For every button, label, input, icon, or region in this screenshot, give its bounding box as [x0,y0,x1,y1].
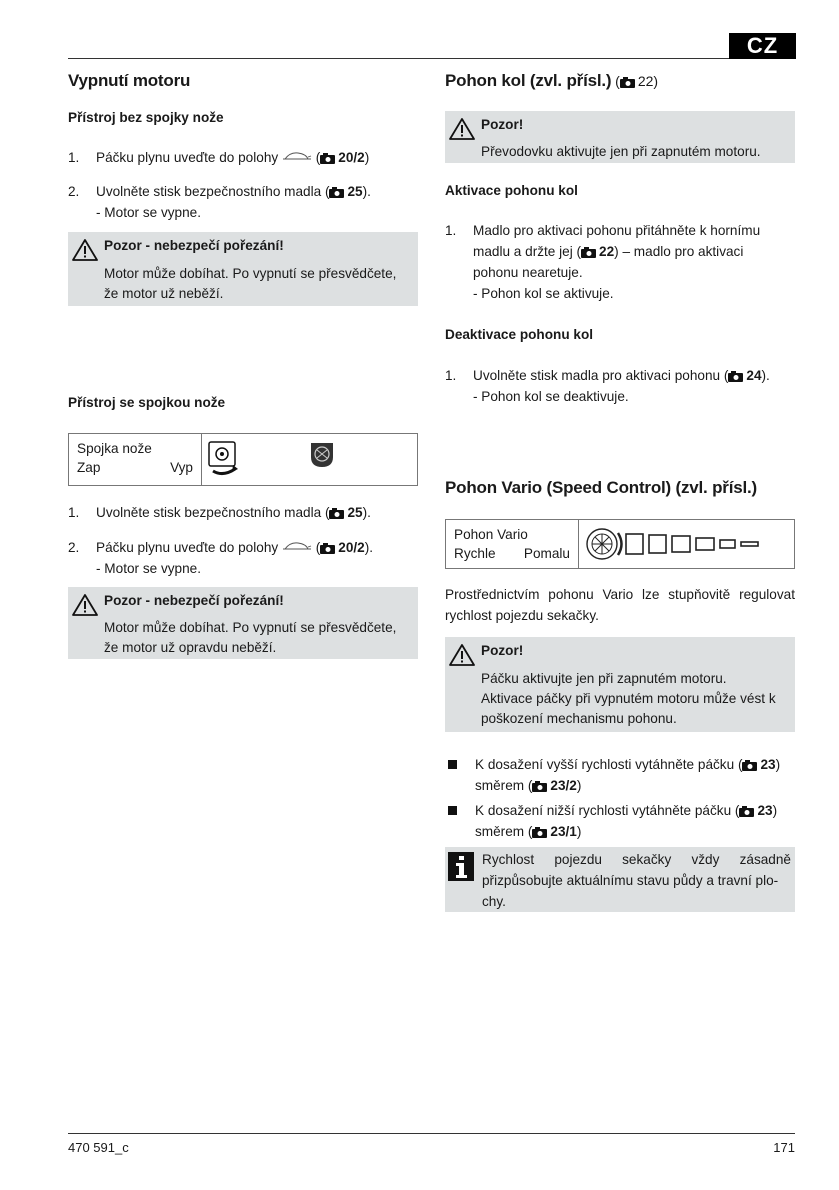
info-icon [448,852,476,882]
header-rule [68,58,729,59]
list-number: 1. [68,150,80,165]
camera-icon [620,77,635,88]
camera-icon [532,781,547,792]
section-title-text: Pohon kol (zvl. přísl.) [445,71,612,90]
vario-table [445,519,795,569]
warning-line: že motor už neběží. [104,286,224,301]
warning-title: Pozor! [481,643,524,658]
list-text: směrem ( [475,824,533,839]
camera-icon [581,247,596,258]
list-result: - Motor se vypne. [96,561,202,576]
figure-ref: 25 [347,184,363,199]
table-label-off: Vyp [170,460,193,475]
list-number: 1. [68,505,80,520]
vario-paragraph [445,584,795,626]
camera-icon [532,827,547,838]
list-number: 1. [445,223,457,238]
list-text: Páčku plynu uveďte do polohy [96,540,279,555]
info-line: chy. [482,894,506,909]
bullet-square-icon [448,806,457,815]
list-text: ). [362,184,371,199]
list-number: 1. [445,368,457,383]
table-label-on: Zap [77,460,101,475]
camera-icon [728,371,743,382]
table-label: Spojka nože [77,441,152,456]
list-text: ). [761,368,770,383]
list-text: pohonu nearetuje. [473,265,583,280]
right-subtitle-deactivate: Deaktivace pohonu kol [445,327,594,342]
warning-text: Převodovku aktivujte jen při zapnutém motoru. [481,144,761,159]
clutch-on-icon [207,441,241,477]
left-section-title: Vypnutí motoru [68,71,191,90]
table-label-cell [446,520,579,568]
list-text: K dosažení vyšší rychlosti vytáhněte páčku ( [475,757,743,772]
list-item [445,365,795,407]
list-result: - Motor se vypne. [96,205,202,220]
list-text: Páčku plynu uveďte do polohy [96,150,279,165]
list-item [445,220,795,304]
info-line: Rychlost pojezdu sekačky vždy zásadně [482,852,791,867]
list-item [68,181,418,223]
figure-ref: 24 [746,368,762,383]
list-item [448,800,795,842]
info-line: přizpůsobujte aktuálnímu stavu půdy a travní plo- [482,873,779,888]
right-subtitle-activate: Aktivace pohonu kol [445,183,578,198]
list-text: ) [576,824,582,839]
list-text: ) [772,803,778,818]
list-result: - Pohon kol se deaktivuje. [473,389,629,404]
warning-box [68,232,418,306]
figure-ref: 25 [347,505,363,520]
warning-icon [449,117,475,141]
camera-icon [329,508,344,519]
list-item: 2. Páčku plynu uveďte do polohy ( 20/2). - Motor se vypne. [68,537,418,579]
list-number: 2. [68,184,80,199]
list-text: K dosažení nižší rychlosti vytáhněte páčku ( [475,803,740,818]
list-text: ) – madlo pro aktivaci [614,244,744,259]
list-item [448,754,795,796]
speed-scale-icon [585,525,785,565]
warning-title: Pozor - nebezpečí pořezání! [104,238,284,253]
table-label-cell [69,434,202,485]
list-text: směrem ( [475,778,533,793]
table-label-fast: Rychle [454,546,496,561]
warning-line: že motor už opravdu neběží. [104,640,277,655]
list-text: Madlo pro aktivaci pohonu přitáhněte k hornímu [473,223,761,238]
table-icon-cell [202,434,417,485]
warning-line: Aktivace páčky při vypnutém motoru může vést k [481,691,776,706]
footer-rule [68,1133,795,1134]
camera-icon [320,153,335,164]
list-number: 2. [68,540,80,555]
paragraph-line: Prostřednictvím pohonu Vario lze stupňovitě regulovat [445,587,795,602]
blade-clutch-table [68,433,418,486]
table-label: Pohon Vario [454,527,528,542]
warning-box [68,587,418,659]
list-text: ) [775,757,781,772]
vario-section-title: Pohon Vario (Speed Control) (zvl. přísl.) [445,478,757,497]
language-label: CZ [746,33,779,58]
camera-icon [320,543,335,554]
left-subtitle-with-clutch: Přístroj se spojkou nože [68,395,226,410]
warning-box [445,637,795,732]
speed-scale-cell [579,520,794,568]
footer-doc-number: 470 591_c [68,1140,129,1155]
warning-line: Páčku aktivujte jen při zapnutém motoru. [481,671,727,686]
info-text [482,849,791,912]
info-box [445,847,795,912]
footer-page-number: 171 [773,1140,795,1155]
warning-box [445,111,795,163]
figure-ref: 22 [637,73,654,89]
list-text: ). [362,505,371,520]
warning-text [104,264,396,304]
figure-ref: 23 [757,803,773,818]
figure-ref: 20/2 [338,150,365,165]
turtle-icon [282,541,312,553]
list-text: Uvolněte stisk bezpečnostního madla ( [96,505,330,520]
paragraph-line: rychlost pojezdu sekačky. [445,608,599,623]
list-text: madlu a držte jej ( [473,244,582,259]
table-label-slow: Pomalu [523,546,570,561]
list-text: Uvolněte stisk madla pro aktivaci pohonu ( [473,368,729,383]
warning-line: Motor může dobíhat. Po vypnutí se přesvědčete, [104,620,397,635]
figure-ref: 20/2 [338,540,365,555]
warning-icon [449,643,475,667]
list-text: Uvolněte stisk bezpečnostního madla ( [96,184,330,199]
camera-icon [742,760,757,771]
list-text: . [369,540,374,555]
warning-line: poškození mechanismu pohonu. [481,711,677,726]
camera-icon [329,187,344,198]
list-text: ) [576,778,582,793]
warning-title: Pozor! [481,117,524,132]
warning-text [104,618,396,658]
left-subtitle-no-clutch: Přístroj bez spojky nože [68,110,224,125]
list-item [68,502,418,523]
warning-line: Motor může dobíhat. Po vypnutí se přesvědčete, [104,266,397,281]
list-result: - Pohon kol se aktivuje. [473,286,614,301]
language-tab [729,33,796,59]
figure-ref: 23/1 [550,824,577,839]
warning-icon [72,593,98,617]
figure-ref: 23 [760,757,776,772]
turtle-icon [282,151,312,163]
warning-text [481,669,776,729]
warning-icon [72,238,98,262]
figure-ref: 23/2 [550,778,577,793]
figure-ref: 22 [599,244,615,259]
clutch-off-icon [308,441,336,469]
warning-title: Pozor - nebezpečí pořezání! [104,593,284,608]
camera-icon [739,806,754,817]
right-section-title: Pohon kol (zvl. přísl.) ( 22) [445,71,659,90]
list-item: 1. Páčku plynu uveďte do polohy ( 20/2) [68,147,418,168]
bullet-square-icon [448,760,457,769]
